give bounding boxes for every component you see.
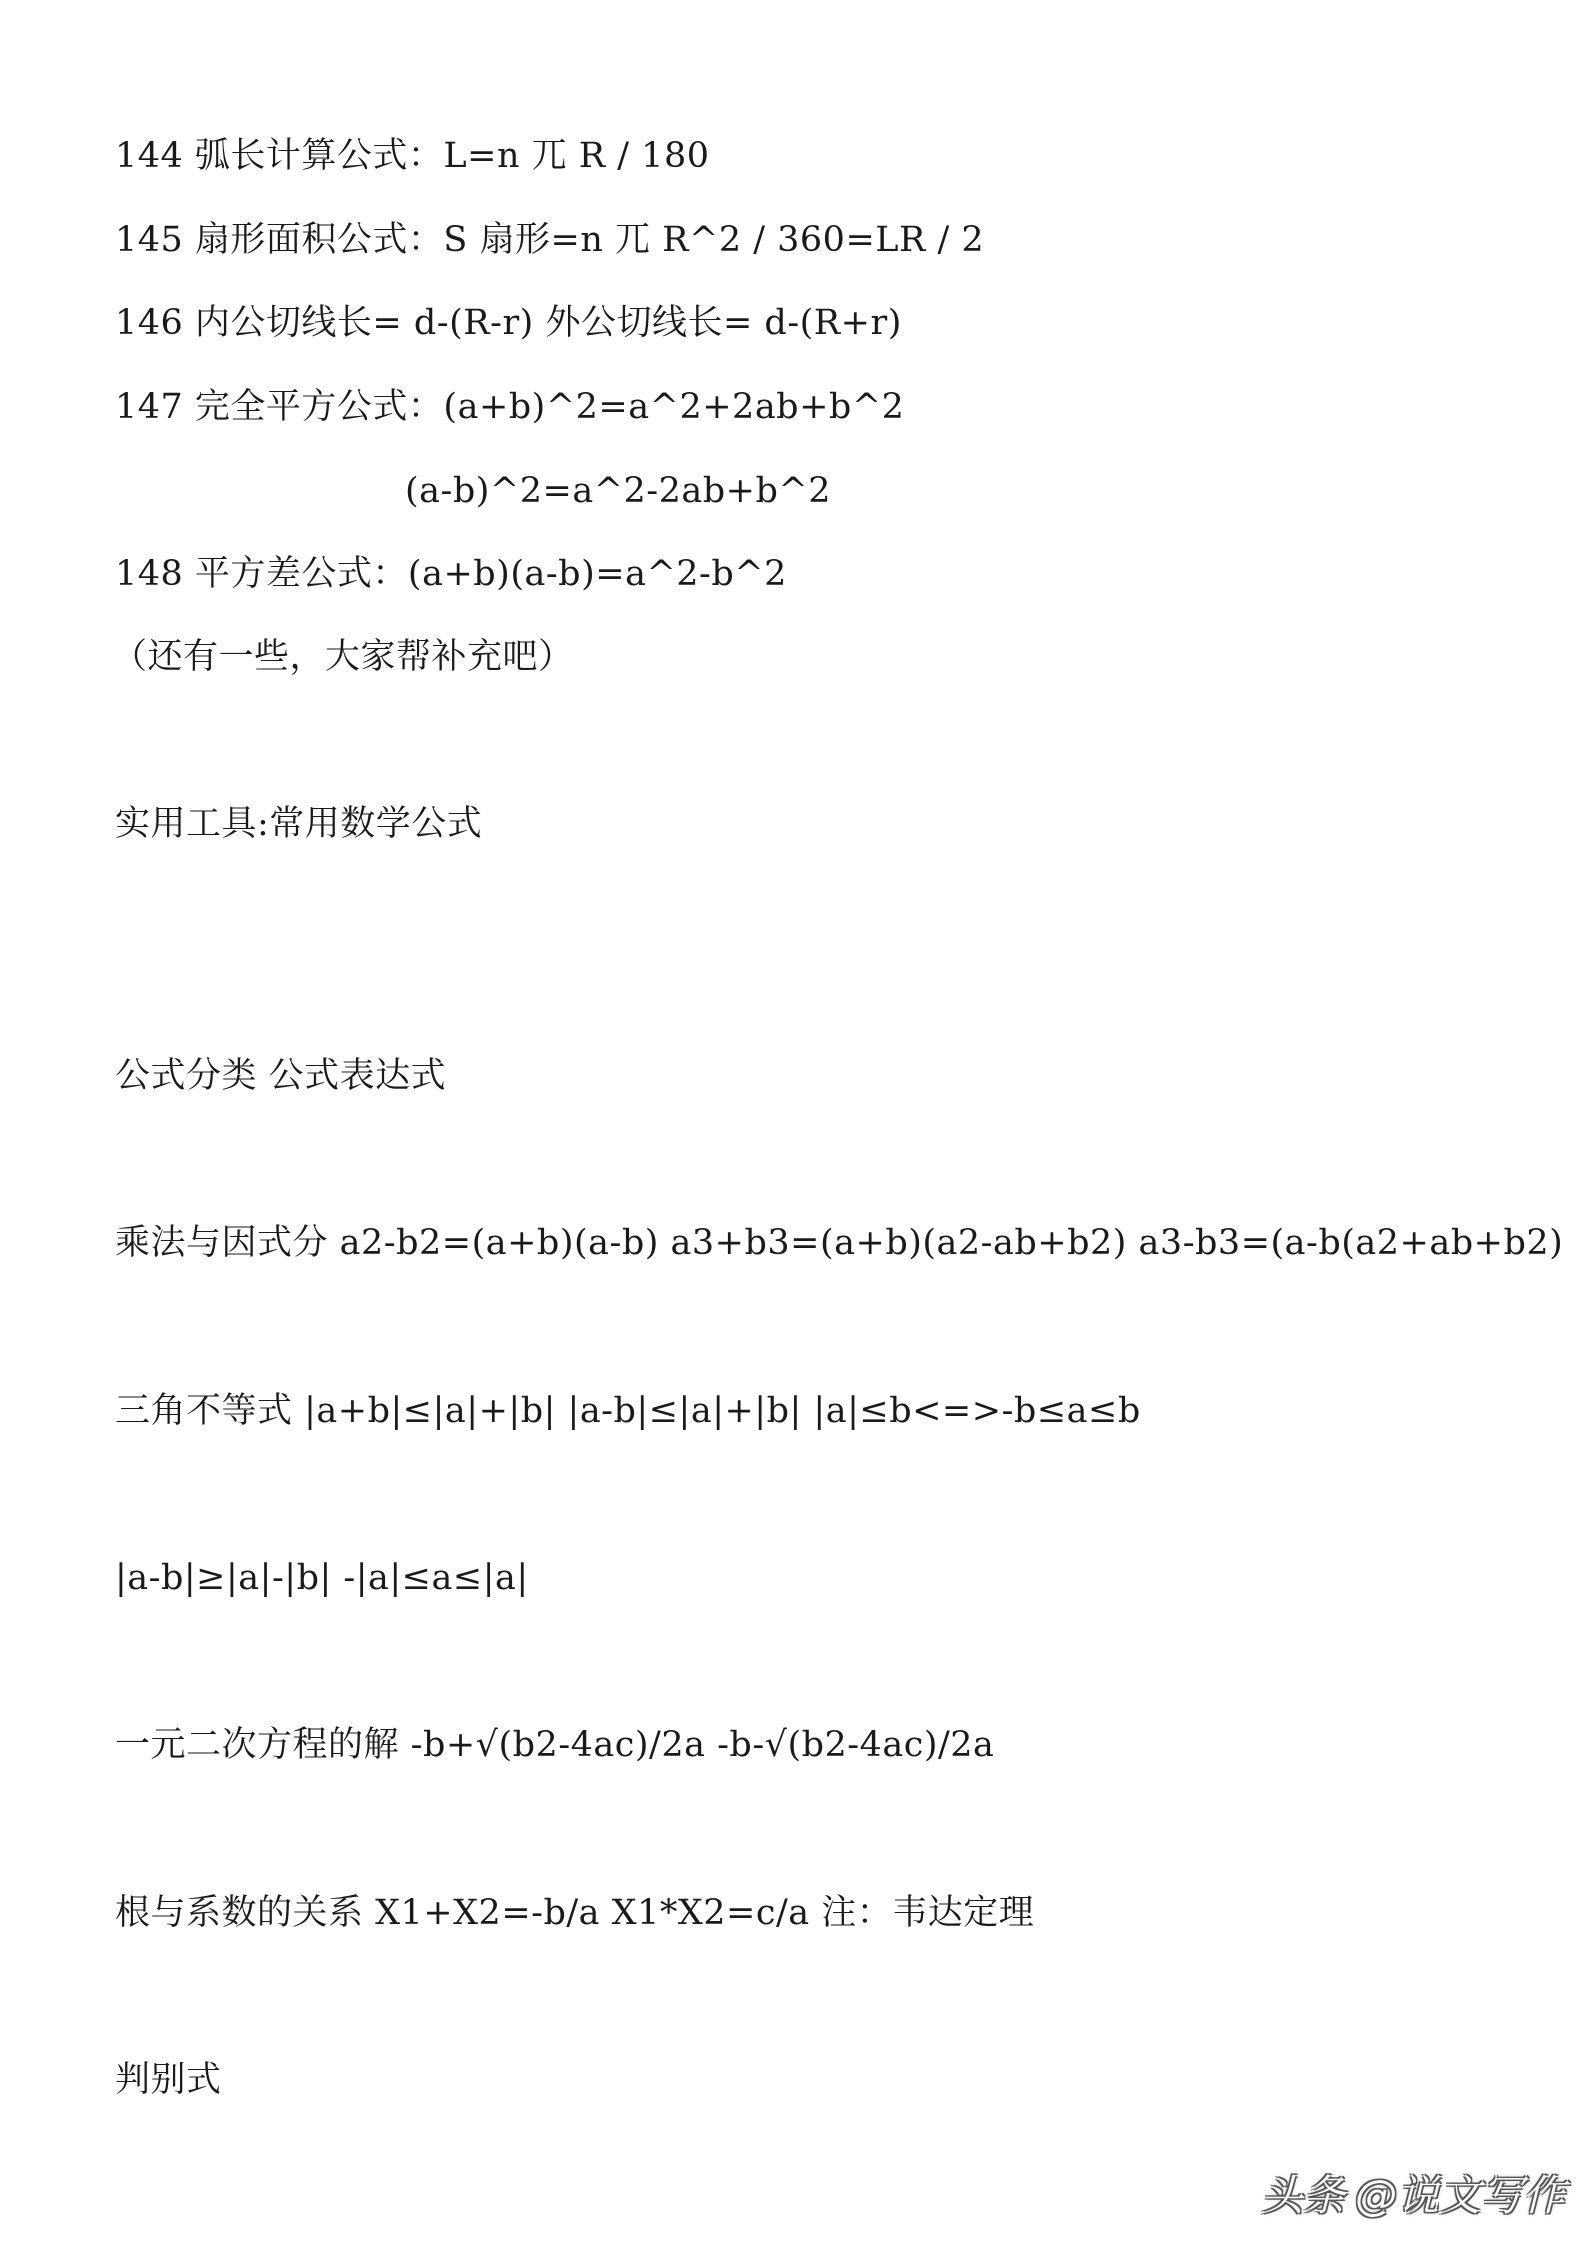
formula-147-perfect-square-minus: (a-b)^2=a^2-2ab+b^2: [405, 471, 831, 511]
section-heading-tools: 实用工具:常用数学公式: [115, 804, 483, 844]
formula-144-arc-length: 144 弧长计算公式：L=n 兀 R / 180: [115, 136, 710, 176]
row-triangle-inequality-cont: |a-b|≥|a|-|b| -|a|≤a≤|a|: [115, 1558, 529, 1598]
row-multiplication-factoring: 乘法与因式分 a2-b2=(a+b)(a-b) a3+b3=(a+b)(a2-ab+b2) a3-b3=(a-b(a2+ab+b2): [115, 1223, 1564, 1263]
table-header: 公式分类 公式表达式: [115, 1056, 447, 1096]
watermark-author: @说文写作: [1354, 2171, 1565, 2220]
row-discriminant: 判别式: [115, 2060, 222, 2100]
formula-147-perfect-square: 147 完全平方公式：(a+b)^2=a^2+2ab+b^2: [115, 387, 905, 427]
watermark: [1261, 2158, 1565, 2228]
watermark-brand: 头条: [1260, 2171, 1345, 2220]
formula-148-difference-of-squares: 148 平方差公式：(a+b)(a-b)=a^2-b^2: [115, 554, 787, 594]
supplement-note: （还有一些，大家帮补充吧）: [112, 637, 574, 677]
row-quadratic-solution: 一元二次方程的解 -b+√(b2-4ac)/2a -b-√(b2-4ac)/2a: [115, 1725, 995, 1765]
formula-146-tangent-length: 146 内公切线长= d-(R-r) 外公切线长= d-(R+r): [115, 303, 902, 343]
row-roots-coefficients: 根与系数的关系 X1+X2=-b/a X1*X2=c/a 注：韦达定理: [115, 1893, 1035, 1933]
formula-145-sector-area: 145 扇形面积公式：S 扇形=n 兀 R^2 / 360=LR / 2: [115, 220, 985, 260]
row-triangle-inequality: 三角不等式 |a+b|≤|a|+|b| |a-b|≤|a|+|b| |a|≤b<=>-b≤a≤b: [115, 1391, 1141, 1431]
